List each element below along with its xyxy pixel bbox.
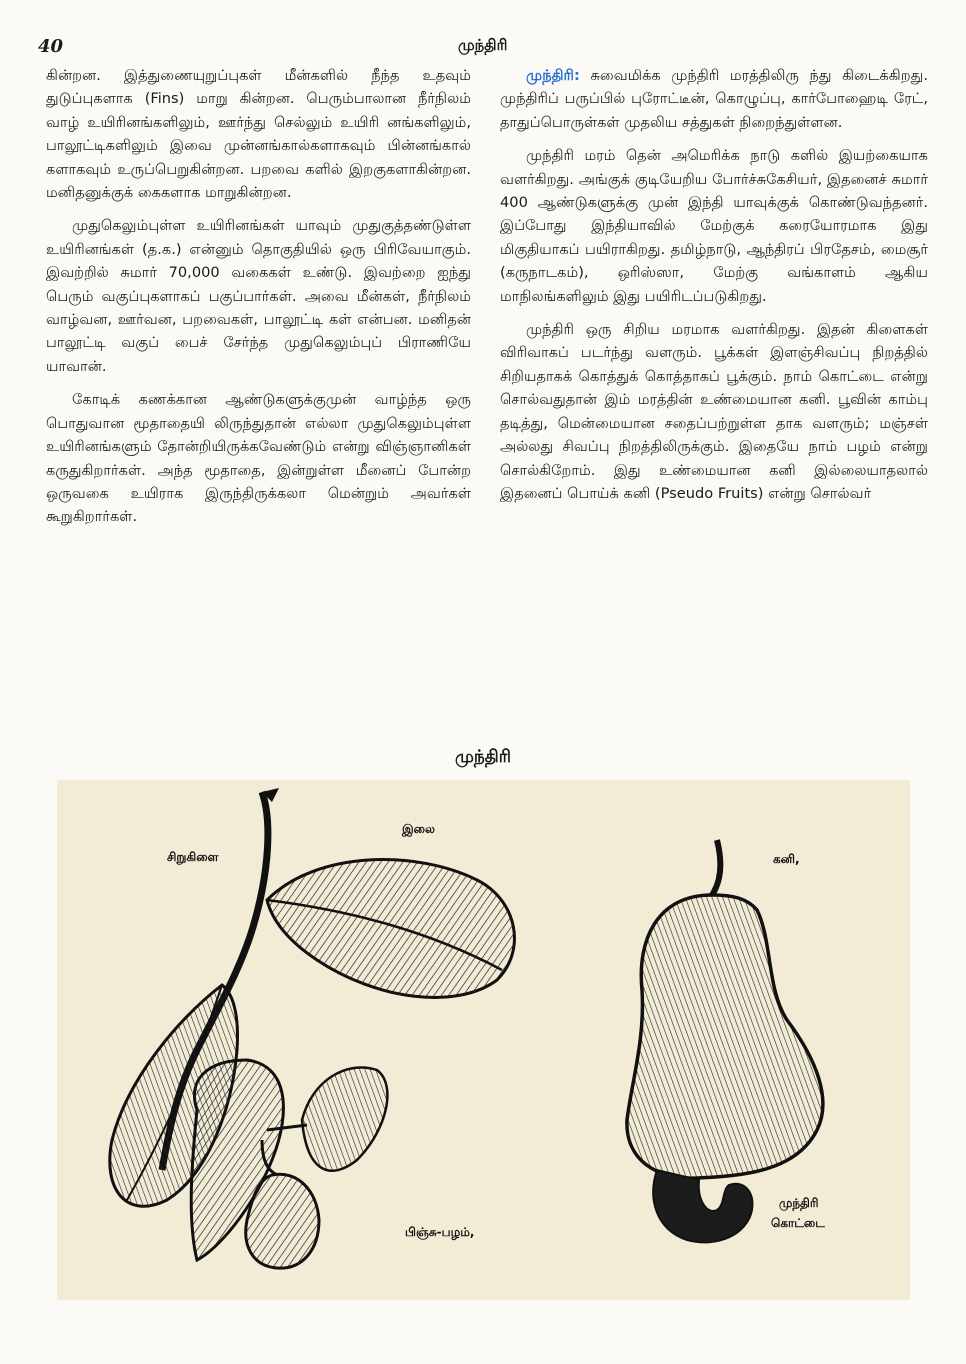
upper-leaf xyxy=(267,860,514,998)
label-twig: சிறுகிளை xyxy=(167,850,219,864)
right-paragraph-2: முந்திரி மரம் தென் அமெரிக்க நாடு களில் இயற்கையாக வளர்கிறது. அங்குக் குடியேறிய போர்ச்சுகேசியர், இதனைச் சுமார் 400 ஆண்டுகளுக்கு முன் இந்தி யாவுக்குக் கொண்டுவந்தனர். இப்போது இந்தியாவில் மேற்குக் கரையோரமாக இது மிகுதியாகப் பயிராகிறது. தமிழ்நாடு, ஆந்திரப் பிரதேசம், மைசூர் (கருநாடகம்), ஒரிஸ்ஸா, மேற்கு வங்காளம் ஆகிய மாநிலங்களிலும் இது பயிரிடப்படுகிறது. xyxy=(500,147,928,305)
young-fruit xyxy=(246,1174,319,1268)
left-paragraph-1: கின்றன. இத்துணையுறுப்புகள் மீன்களில் நீந்த உதவும் துடுப்புகளாக (Fins) மாறு கின்றன. பெரும்பாலான நீர்நிலம் வாழ் உயிரினங்களிலும், ஊர்ந்து செல்லும் உயிரி னங்களிலும், பாலூட்டிகளிலும் இவை முன்னங்கால்களாகவும் பின்னங்கால் களாகவும் உருப்பெறுகின்றன. பறவை களில் இறகுகளாகின்றன. மனிதனுக்குக் கைகளாக மாறுகின்றன. xyxy=(46,67,471,202)
page-number: 40 xyxy=(38,36,64,57)
small-leaf xyxy=(302,1067,387,1170)
cashew-apple xyxy=(627,895,823,1178)
label-leaf: இலை xyxy=(402,822,435,836)
running-head: முந்திரி xyxy=(458,36,508,54)
label-fruit: கனி, xyxy=(773,852,800,866)
left-paragraph-2: முதுகெலும்புள்ள உயிரினங்கள் யாவும் முதுகுத்தண்டுள்ள உயிரினங்கள் (த.க.) என்னும் தொகுதியில் ஒரு பிரிவேயாகும். இவற்றில் சுமார் 70,000 வகைகள் உண்டு. இவற்றை ஐந்து பெரும் வகுப்புகளாகப் பகுப்பார்கள். அவை மீன்கள், நீர்நிலம் வாழ்வன, ஊர்வன, பறவைகள், பாலூட்டி கள் என்பன. மனிதன் பாலூட்டி வகுப் பைச் சேர்ந்த முதுகெலும்புப் பிராணியே யாவான். xyxy=(46,217,471,375)
label-nut-line2: கொட்டை xyxy=(771,1216,825,1230)
right-paragraph-1-text: சுவைமிக்க முந்திரி மரத்திலிரு ந்து கிடைக்கிறது. முந்திரிப் பருப்பில் புரோட்டீன், கொழுப்பு, கார்போஹைடி ரேட், தாதுப்பொருள்கள் முதலிய சத்துகள் நிறைந்துள்ளன. xyxy=(500,67,928,131)
left-column xyxy=(46,64,471,539)
cashew-nut xyxy=(653,1170,752,1242)
label-young-fruit: பிஞ்சு-பழம், xyxy=(405,1225,475,1239)
right-column xyxy=(500,64,928,515)
label-nut-line1: முந்திரி xyxy=(779,1196,819,1210)
right-paragraph-3: முந்திரி ஒரு சிறிய மரமாக வளர்கிறது. இதன் கிளைகள் விரிவாகப் படர்ந்து வளரும். பூக்கள் இளஞ்சிவப்பு நிறத்தில் சிறியதாகக் கொத்துக் கொத்தாகப் பூக்கும். நாம் கொட்டை என்று சொல்வதுதான் இம் மரத்தின் உண்மையான கனி. பூவின் காம்பு தடித்து, மென்மையான சதைப்பற்றுள்ள தாக வளரும்; மஞ்சள் அல்லது சிவப்பு நிறத்திலிருக்கும். இதையே நாம் பழம் என்று சொல்கிறோம். இது உண்மையான கனி இல்லையாதலால் இதனைப் பொய்க் கனி (Pseudo Fruits) என்று சொல்வர் xyxy=(500,321,928,502)
right-paragraph-1 xyxy=(500,64,928,134)
left-paragraph-3: கோடிக் கணக்கான ஆண்டுகளுக்குமுன் வாழ்ந்த ஒரு பொதுவான மூதாதையி லிருந்துதான் எல்லா முதுகெலும்புள்ள உயிரினங்களும் தோன்றியிருக்கவேண்டும் என்று விஞ்ஞானிகள் கருதுகிறார்கள். அந்த மூதாதை, இன்றுள்ள மீனைப் போன்ற ஒருவகை உயிராக இருந்திருக்கலா மென்றும் அவர்கள் கூறுகிறார்கள். xyxy=(46,391,471,526)
figure-title: முந்திரி xyxy=(455,747,511,767)
entry-heading: முந்திரி: xyxy=(526,67,580,84)
cashew-illustration xyxy=(57,780,910,1300)
